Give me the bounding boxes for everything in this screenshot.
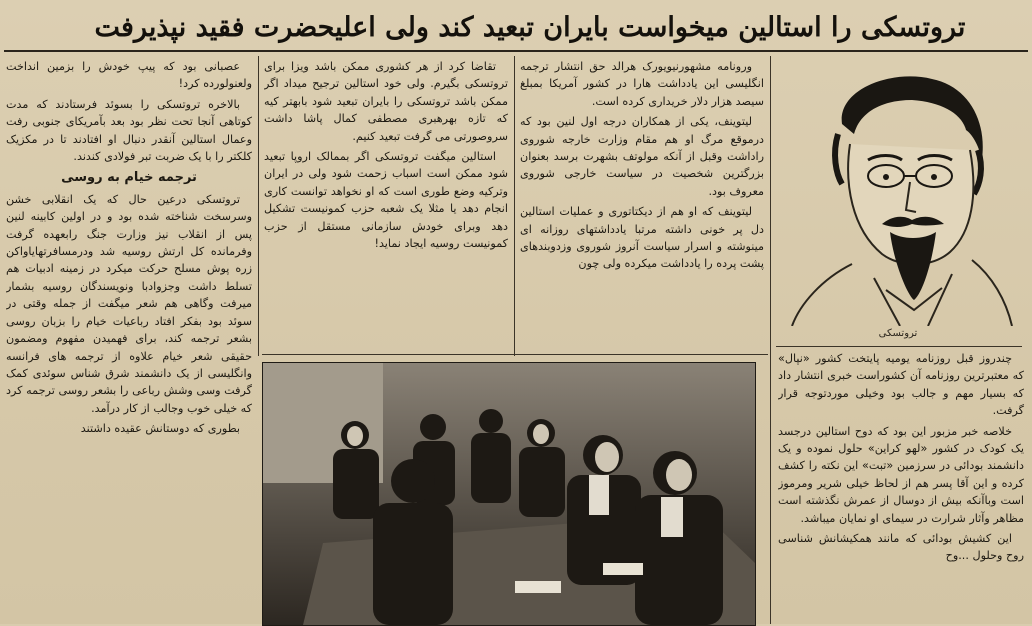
paragraph: لیتوینف که او هم از دیکتاتوری و عملیات استالین دل پر خونی داشته مرتبا یادداشتهای روزانه ای مینوشته و اسرار سیاست آنروز شوروی وزدوبندهای پشت پرده را یادداشت میکرده ولی چون <box>520 205 764 271</box>
paragraph: تقاضا کرد از هر کشوری ممکن باشد ویزا برای تروتسکی بگیرم. ولی خود استالین ترجیح میداد اگر ممکن باشد تروتسکی را بایران تبعید شود بابهتر کیه که تازه بهرهبری مصطفی کمال پاشا داشت سروصورتی می گرفت تبعید کنیم. <box>264 60 508 143</box>
paragraph: ورونامه مشهورنیویورک هرالد حق انتشار ترجمه انگلیسی این یادداشت هارا در کشور آمریکا بمبلغ سیصد هزار دلار خریداری کرده است. <box>520 60 764 108</box>
paragraph: عصبانی بود که پیپ خودش را بزمین انداخت ولعنولورده کرد! <box>6 60 252 91</box>
subheading: ترجمه خیام به روسی <box>61 170 197 186</box>
portrait-caption: تروتسکی <box>878 328 918 339</box>
column-divider <box>258 56 259 356</box>
section-divider <box>776 346 1022 347</box>
paragraph: این کشیش بودائی که مانند همکیشانش شناسی روح وحلول ...وح <box>778 532 1024 563</box>
headline-rule <box>4 50 1028 52</box>
headline: تروتسکی را استالین میخواست بایران تبعید کند ولی اعلیحضرت فقید نپذیرفت <box>94 12 966 43</box>
column-divider <box>770 56 771 624</box>
paragraph: استالین میگفت تروتسکی اگر بممالک اروپا تبعید شود ممکن است اسباب زحمت شود ولی در ایران وترکیه وضع طوری است که او نخواهد توانست کاری انجام دهد یا مثلا یک شعبه حزب کمونیست تشکیل دهد وبرای خودش سازمانی مستقل از حزب کمونیست روسیه ایجاد نماید! <box>264 150 508 251</box>
paragraph: بطوری که دوستانش عقیده داشتند <box>80 422 240 436</box>
article-column-2 <box>264 58 508 352</box>
section-divider <box>262 354 768 355</box>
paragraph: چندروز قبل روزنامه یومیه پایتخت کشور «نپال» که معتبرترین روزنامه آن کشوراست خبری انتشار داد که بسیار مهم و جالب بود وخیلی موردتوجه قرار گرفت. <box>778 352 1024 418</box>
paragraph: تروتسکی درعین حال که یک انقلابی خشن وسرسخت شناخته شده بود و در اولین کابینه لنین پس از انقلاب نیز وزارت جنگ رابعهده گرفت وفرمانده کل ارتش روسیه شد ودرمسافرتهایاواکن زره پوش مسلح حرکت میکرد در زمینه ادبیات هم تسلط داشت وجزوادبا ونویسندگان روسیه بشمار میرفت وگاهی هم شعر میگفت از جمله وقتی در سوئد بود بفکر افتاد رباعیات خیام را بزبان روسی بشعر ترجمه کند، برای فهمیدن مفهوم ومضمون حقیقی شعر خیام علاوه از ترجمه های فرانسه وانگلیسی از یک دانشمند شرق شناس سوئدی کمک گرفت وسی وشش رباعی را بشعر روسی ترجمه کرد که خیلی خوب وجالب از کار درآمد. <box>6 192 252 415</box>
trotsky-portrait-illustration <box>782 64 1014 326</box>
news-photograph <box>262 362 756 626</box>
paragraph: بالاخره تروتسکی را بسوئد فرستادند که مدت کوتاهی آنجا تحت نظر بود بعد بآمریکای جنوبی رفت وعمال استالین آنقدر دنبال او افتادند تا در مکزیک کلکتر را با یک ضربت تبر فولادی کندند. <box>6 97 252 164</box>
paragraph: لیتوینف، یکی از همکاران درجه اول لنین بود که درموقع مرگ او هم مقام وزارت خارجه شوروی راداشت وقبل از آنکه مولوتف بشهرت برسد بعنوان بزرگترین شخصیت در سیاست خارجی شوروی معروف بود. <box>520 115 764 198</box>
article-column-3 <box>6 58 252 624</box>
article-column-1 <box>520 58 764 354</box>
paragraph: خلاصه خبر مزبور این بود که دوح استالین درجسد یک کودک در کشور «لهو کراین» حلول نموده و یک دانشمند بودائی در سرزمین «تبت» این نکته را کشف کرده و این آقا پسر هم از لحاظ خیلی شریر ومرموز است وباآنکه بیش از دوسال از عمرش نگذشته است مظاهر وآثار شرارت در سیمای او نمایان میباشد. <box>778 424 1024 525</box>
column-divider <box>514 56 515 356</box>
article-column-4 <box>778 350 1024 624</box>
